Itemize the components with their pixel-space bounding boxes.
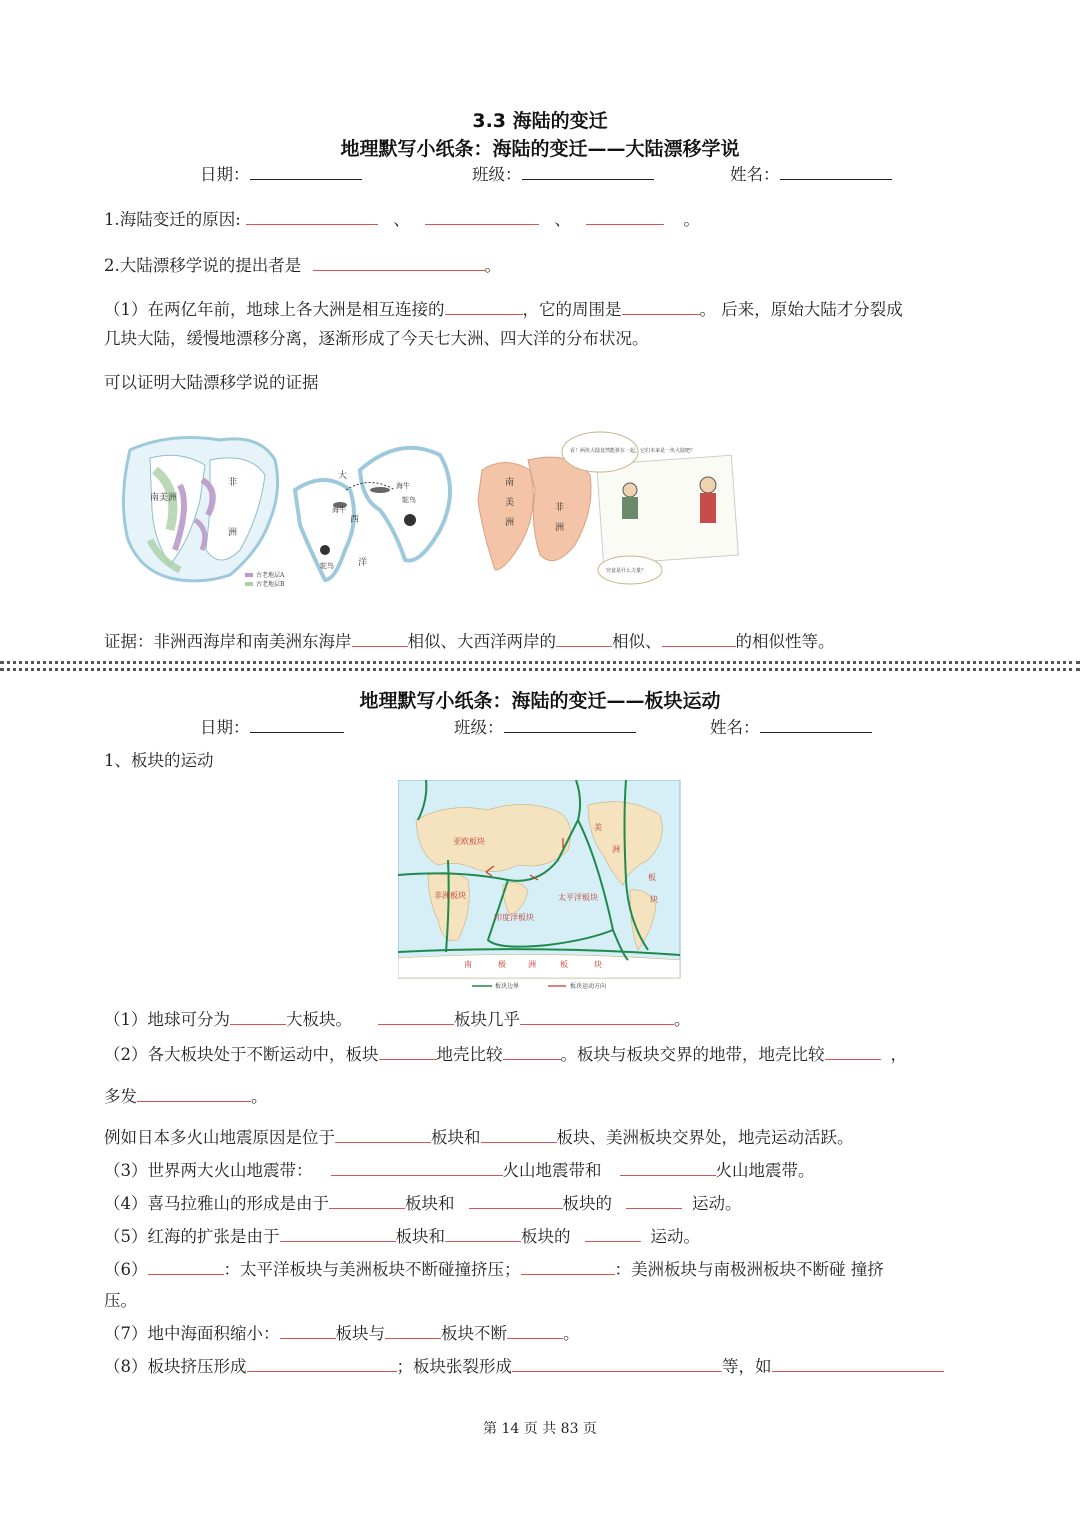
q1-blank-2[interactable] bbox=[425, 208, 539, 225]
q1-sep: 、 bbox=[393, 210, 410, 229]
s2-para-1 bbox=[104, 1008, 691, 1031]
s2p2-blank-2[interactable] bbox=[503, 1043, 561, 1060]
s2-para-5 bbox=[104, 1225, 700, 1248]
s1-para-1 bbox=[104, 298, 903, 321]
s2-heading-1: 1、板块的运动 bbox=[104, 751, 214, 770]
lesson-title: 3.3 海陆的变迁 bbox=[472, 110, 608, 132]
q1-sep: 、 bbox=[554, 210, 571, 229]
q2-text: 2.大陆漂移学说的提出者是 bbox=[104, 256, 302, 275]
s2p2-line2-end: 。 bbox=[251, 1087, 268, 1106]
s2p8-blank-3[interactable] bbox=[772, 1355, 944, 1372]
legend-boundary-text: 板块边界 bbox=[495, 983, 520, 990]
s2p8-blank-1[interactable] bbox=[247, 1355, 397, 1372]
section2-meta-row bbox=[200, 716, 872, 739]
s2p1-blank-2[interactable] bbox=[378, 1008, 454, 1025]
legend-text-b: 古老地层B bbox=[256, 581, 285, 588]
date-label: 日期： bbox=[200, 718, 250, 737]
label-america-ban: 板 bbox=[648, 873, 656, 882]
label-tuoniao-1: 鸵鸟 bbox=[320, 562, 334, 570]
label-zhou: 洲 bbox=[505, 518, 515, 528]
s2p5-text-d: 运动。 bbox=[650, 1227, 700, 1246]
coastline-fit-map bbox=[123, 438, 285, 588]
s2p7-text-a: （7）地中海面积缩小： bbox=[104, 1324, 280, 1343]
s2p3-blank-1[interactable] bbox=[331, 1159, 503, 1176]
label-da: 大 bbox=[338, 471, 348, 481]
label-africa-fei: 非 bbox=[228, 478, 238, 488]
p1-text-b: ，它的周围是 bbox=[522, 300, 622, 319]
s2p1-blank-3[interactable] bbox=[520, 1008, 674, 1025]
s2p8-text-c: 等，如 bbox=[722, 1357, 772, 1376]
s2p5-text-b: 板块和 bbox=[395, 1227, 445, 1246]
bubble-bottom-text: 究竟是什么力量？ bbox=[606, 568, 647, 574]
s2p6-blank-2[interactable] bbox=[521, 1258, 615, 1275]
s2p5-blank-1[interactable] bbox=[280, 1225, 396, 1242]
s2p4-blank-1[interactable] bbox=[329, 1192, 405, 1209]
s2-para-6 bbox=[104, 1258, 884, 1281]
s2p6-text-c: ：美洲板块与南极洲板块不断碰 撞挤 bbox=[614, 1260, 884, 1279]
s2p6-text-a: （6） bbox=[104, 1260, 148, 1279]
evidence-blank-3[interactable] bbox=[662, 630, 736, 647]
class-label: 班级： bbox=[472, 165, 522, 184]
s2-para-2-line2 bbox=[104, 1085, 268, 1108]
evidence-text-b: 相似、大西洋两岸的 bbox=[407, 632, 556, 651]
evidence-text-c: 相似、 bbox=[612, 632, 662, 651]
label-xi: 西 bbox=[350, 515, 360, 525]
s2p5-blank-3[interactable] bbox=[585, 1225, 641, 1242]
label-hainiu-1: 海牛 bbox=[396, 482, 410, 490]
class-blank[interactable] bbox=[522, 163, 654, 180]
label-tuoniao-2: 鸵鸟 bbox=[402, 496, 416, 504]
name-blank[interactable] bbox=[780, 163, 892, 180]
japan-example bbox=[104, 1126, 854, 1149]
s2p1-text-c: 板块几乎 bbox=[454, 1010, 520, 1029]
s2p1-end: 。 bbox=[674, 1010, 691, 1029]
label-fei-2: 非 bbox=[555, 503, 565, 513]
s2p2-blank-3[interactable] bbox=[825, 1043, 881, 1060]
s2p8-blank-2[interactable] bbox=[512, 1355, 722, 1372]
label-america-zhou: 洲 bbox=[612, 845, 620, 854]
s2p1-blank-1[interactable] bbox=[230, 1008, 286, 1025]
japan-text-a: 例如日本多火山地震原因是位于 bbox=[104, 1128, 335, 1147]
legend-motion-text: 板块运动方向 bbox=[570, 983, 607, 990]
bubble-top-text: 看！两块大陆竟然能拼在一起，它们本来是一块大陆吧？ bbox=[570, 448, 696, 454]
s1-question-2 bbox=[104, 254, 501, 277]
s2p7-blank-2[interactable] bbox=[385, 1322, 441, 1339]
fauna-distribution-map bbox=[295, 448, 450, 580]
label-yang: 洋 bbox=[358, 558, 368, 568]
s2p2-line2-text: 多发 bbox=[104, 1087, 137, 1106]
s2p8-text-a: （8）板块挤压形成 bbox=[104, 1357, 247, 1376]
evidence-blank-1[interactable] bbox=[352, 630, 408, 647]
s2-para-4 bbox=[104, 1192, 742, 1215]
section-divider-2 bbox=[0, 668, 1080, 671]
s2p7-end: 。 bbox=[563, 1324, 580, 1343]
label-mei: 美 bbox=[505, 498, 515, 508]
s2p6-blank-1[interactable] bbox=[148, 1258, 224, 1275]
s1-para-1-line2: 几块大陆，缓慢地漂移分离，逐渐形成了今天七大洲、四大洋的分布状况。 bbox=[104, 329, 649, 348]
p1-text-a: （1）在两亿年前，地球上各大洲是相互连接的 bbox=[104, 300, 445, 319]
date-blank[interactable] bbox=[250, 716, 344, 733]
q1-end: 。 bbox=[683, 210, 700, 229]
legend-swatch-a bbox=[245, 573, 253, 577]
s2p1-text-a: （1）地球可分为 bbox=[104, 1010, 230, 1029]
section1-title: 地理默写小纸条：海陆的变迁——大陆漂移学说 bbox=[340, 138, 740, 160]
s2p3-blank-2[interactable] bbox=[620, 1159, 716, 1176]
s2-para-7 bbox=[104, 1322, 580, 1345]
s2-para-3 bbox=[104, 1159, 815, 1182]
japan-text-b: 板块和 bbox=[431, 1128, 481, 1147]
evidence-text-d: 的相似性等。 bbox=[735, 632, 835, 651]
class-blank[interactable] bbox=[504, 716, 636, 733]
continent-fit-puzzle bbox=[478, 457, 591, 570]
label-african-plate: 非洲板块 bbox=[434, 891, 466, 900]
legend-swatch-b bbox=[245, 582, 253, 586]
s2p2-blank-4[interactable] bbox=[137, 1085, 251, 1102]
s2p1-text-b: 大板块。 bbox=[286, 1010, 352, 1029]
s2p6-text-b: ：太平洋板块与美洲板块不断碰撞挤压； bbox=[223, 1260, 521, 1279]
label-antarctic-ji: 极 bbox=[498, 960, 506, 969]
p1-blank-2[interactable] bbox=[622, 298, 700, 315]
s1-question-1 bbox=[104, 208, 700, 231]
japan-blank-1[interactable] bbox=[335, 1126, 431, 1143]
name-label: 姓名： bbox=[730, 165, 780, 184]
legend-text-a: 古老地层A bbox=[256, 572, 285, 579]
p1-blank-1[interactable] bbox=[445, 298, 523, 315]
s2p7-blank-3[interactable] bbox=[507, 1322, 563, 1339]
label-pacific-plate: 太平洋板块 bbox=[558, 893, 598, 902]
evidence-blank-2[interactable] bbox=[556, 630, 612, 647]
q1-text: 1.海陆变迁的原因: bbox=[104, 210, 241, 229]
label-antarctic-kuai: 块 bbox=[594, 960, 602, 969]
class-label: 班级： bbox=[454, 718, 504, 737]
s2p2-text-b: 地壳比较 bbox=[436, 1045, 503, 1064]
p1-text-c: 。 后来，原始大陆才分裂成 bbox=[699, 300, 903, 319]
section1-meta-row bbox=[200, 163, 892, 186]
s2p5-text-a: （5）红海的扩张是由于 bbox=[104, 1227, 280, 1246]
s2p2-comma: ， bbox=[890, 1045, 907, 1064]
s2-para-2 bbox=[104, 1043, 907, 1066]
s2p3-text-b: 火山地震带和 bbox=[502, 1161, 602, 1180]
label-indian-plate: 印度洋板块 bbox=[494, 913, 534, 922]
section2-title: 地理默写小纸条：海陆的变迁——板块运动 bbox=[359, 690, 721, 712]
q2-end: 。 bbox=[484, 256, 501, 275]
s2p4-text-a: （4）喜马拉雅山的形成是由于 bbox=[104, 1194, 329, 1213]
s2p5-blank-2[interactable] bbox=[445, 1225, 521, 1242]
evidence-row bbox=[104, 630, 835, 653]
s2p4-blank-2[interactable] bbox=[469, 1192, 563, 1209]
s2p4-text-b: 板块和 bbox=[405, 1194, 455, 1213]
q1-blank-3[interactable] bbox=[586, 208, 664, 225]
japan-blank-2[interactable] bbox=[481, 1126, 557, 1143]
label-america-mei: 美 bbox=[594, 823, 602, 832]
s2p4-text-c: 板块的 bbox=[562, 1194, 612, 1213]
label-antarctic-ban: 板 bbox=[560, 960, 568, 969]
name-label: 姓名： bbox=[710, 718, 760, 737]
label-hainiu-2: 海牛 bbox=[332, 506, 346, 514]
label-south-america: 南美洲 bbox=[150, 493, 178, 503]
label-antarctic-zhou: 洲 bbox=[528, 960, 536, 969]
name-blank[interactable] bbox=[760, 716, 872, 733]
q1-blank-1[interactable] bbox=[246, 208, 378, 225]
s2p2-blank-1[interactable] bbox=[379, 1043, 437, 1060]
q2-blank[interactable] bbox=[313, 254, 485, 271]
plate-tectonics-map bbox=[398, 780, 682, 992]
label-zhou-2: 洲 bbox=[555, 523, 565, 533]
label-africa-zhou: 洲 bbox=[228, 528, 238, 538]
label-nan: 南 bbox=[505, 478, 515, 488]
japan-text-c: 板块、美洲板块交界处，地壳运动活跃。 bbox=[556, 1128, 854, 1147]
s2p2-text-c: 。板块与板块交界的地带，地壳比较 bbox=[560, 1045, 825, 1064]
s2-para-6-line2: 压。 bbox=[104, 1291, 137, 1310]
label-antarctic-nan: 南 bbox=[464, 960, 472, 969]
label-america-kuai: 块 bbox=[650, 895, 658, 904]
s2p7-blank-1[interactable] bbox=[280, 1322, 336, 1339]
continental-drift-figure bbox=[110, 430, 750, 590]
s2p4-text-d: 运动。 bbox=[692, 1194, 742, 1213]
s2p5-text-c: 板块的 bbox=[521, 1227, 571, 1246]
s2p7-text-c: 板块不断 bbox=[441, 1324, 507, 1343]
s2p8-text-b: ；板块张裂形成 bbox=[396, 1357, 512, 1376]
evidence-intro: 可以证明大陆漂移学说的证据 bbox=[104, 373, 319, 392]
label-eurasian-plate: 亚欧板块 bbox=[453, 837, 485, 846]
section-divider bbox=[0, 661, 1080, 664]
s2p4-blank-3[interactable] bbox=[626, 1192, 682, 1209]
s2p7-text-b: 板块与 bbox=[335, 1324, 385, 1343]
evidence-text-a: 证据：非洲西海岸和南美洲东海岸 bbox=[104, 632, 352, 651]
date-label: 日期： bbox=[200, 165, 250, 184]
s2-para-8 bbox=[104, 1355, 944, 1378]
s2p3-text-c: 火山地震带。 bbox=[715, 1161, 815, 1180]
s2p2-text-a: （2）各大板块处于不断运动中，板块 bbox=[104, 1045, 379, 1064]
date-blank[interactable] bbox=[250, 163, 362, 180]
page-footer: 第 14 页 共 83 页 bbox=[483, 1421, 597, 1437]
s2p3-text-a: （3）世界两大火山地震带： bbox=[104, 1161, 313, 1180]
